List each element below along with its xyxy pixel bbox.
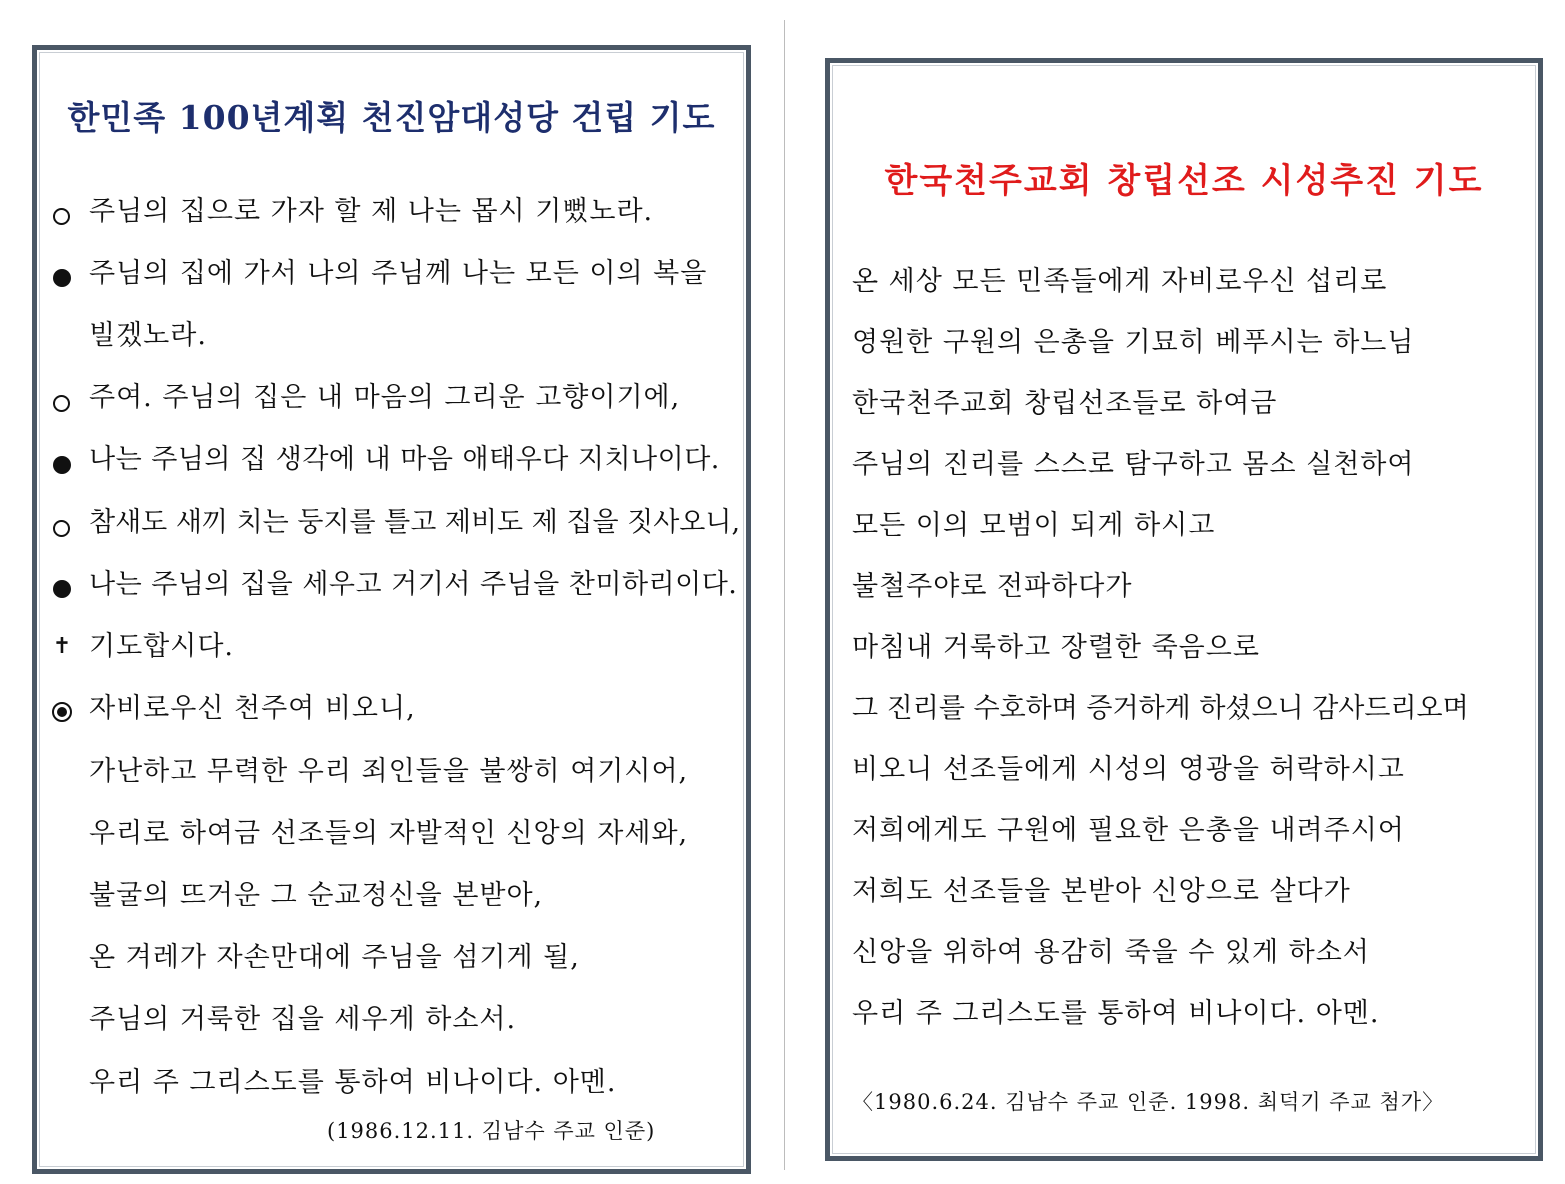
- prayer-line: 불철주야로 전파하다가: [852, 571, 1133, 602]
- prayer-line: 우리 주 그리스도를 통하여 비나이다. 아멘.: [89, 1067, 617, 1098]
- cross-icon: ✝: [52, 634, 72, 659]
- prayer-card-canonization: [825, 58, 1543, 1161]
- prayer-line: 자비로우신 천주여 비오니,: [89, 693, 416, 724]
- open-circle-icon: [53, 395, 70, 412]
- prayer-line: 주여. 주님의 집은 내 마음의 그리운 고향이기에,: [89, 382, 681, 413]
- prayer-line: 가난하고 무력한 우리 죄인들을 불쌍히 여기시어,: [89, 756, 689, 787]
- card-title: 한민족 100년계획 천진암대성당 건립 기도: [67, 98, 716, 137]
- bullseye-circle-icon: [52, 702, 72, 722]
- prayer-card-cathedral: [32, 45, 751, 1174]
- prayer-line: 온 겨레가 자손만대에 주님을 섬기게 될,: [89, 942, 580, 973]
- prayer-line: 신앙을 위하여 용감히 죽을 수 있게 하소서: [852, 937, 1370, 968]
- prayer-line: 영원한 구원의 은총을 기묘히 베푸시는 하느님: [852, 327, 1415, 358]
- prayer-line: 주님의 집에 가서 나의 주님께 나는 모든 이의 복을: [89, 258, 708, 289]
- approval-citation: (1986.12.11. 김남수 주교 인준): [327, 1119, 656, 1143]
- prayer-line: 비오니 선조들에게 시성의 영광을 허락하시고: [852, 754, 1405, 785]
- page-divider: [784, 20, 785, 1170]
- prayer-line: 온 세상 모든 민족들에게 자비로우신 섭리로: [852, 266, 1388, 297]
- prayer-line: 기도합시다.: [89, 631, 234, 662]
- prayer-line: 나는 주님의 집을 세우고 거기서 주님을 찬미하리이다.: [89, 569, 738, 600]
- filled-circle-icon: [53, 580, 71, 598]
- prayer-line: 참새도 새끼 치는 둥지를 틀고 제비도 제 집을 짓사오니,: [89, 507, 741, 538]
- approval-citation: 〈1980.6.24. 김남수 주교 인준. 1998. 최덕기 주교 첨가〉: [852, 1090, 1445, 1114]
- prayer-line: 모든 이의 모범이 되게 하시고: [852, 510, 1216, 541]
- filled-circle-icon: [53, 456, 71, 474]
- prayer-line: 우리로 하여금 선조들의 자발적인 신앙의 자세와,: [89, 818, 689, 849]
- open-circle-icon: [53, 520, 70, 537]
- prayer-line: 그 진리를 수호하며 증거하게 하셨으니 감사드리오며: [852, 693, 1469, 724]
- prayer-line: 우리 주 그리스도를 통하여 비나이다. 아멘.: [852, 998, 1380, 1029]
- prayer-line: 주님의 집으로 가자 할 제 나는 몹시 기뻤노라.: [89, 196, 654, 227]
- prayer-line: 주님의 진리를 스스로 탐구하고 몸소 실천하여: [852, 449, 1415, 480]
- prayer-line: 저희에게도 구원에 필요한 은총을 내려주시어: [852, 815, 1405, 846]
- prayer-line: 불굴의 뜨거운 그 순교정신을 본받아,: [89, 880, 544, 911]
- prayer-line: 마침내 거룩하고 장렬한 죽음으로: [852, 632, 1260, 663]
- prayer-line: 빌겠노라.: [89, 320, 207, 351]
- prayer-line: 나는 주님의 집 생각에 내 마음 애태우다 지치나이다.: [89, 444, 720, 475]
- open-circle-icon: [53, 208, 70, 225]
- prayer-line: 저희도 선조들을 본받아 신앙으로 살다가: [852, 876, 1351, 907]
- card-title: 한국천주교회 창립선조 시성추진 기도: [884, 161, 1484, 201]
- prayer-line: 한국천주교회 창립선조들로 하여금: [852, 388, 1278, 419]
- filled-circle-icon: [53, 269, 71, 287]
- prayer-line: 주님의 거룩한 집을 세우게 하소서.: [89, 1004, 517, 1035]
